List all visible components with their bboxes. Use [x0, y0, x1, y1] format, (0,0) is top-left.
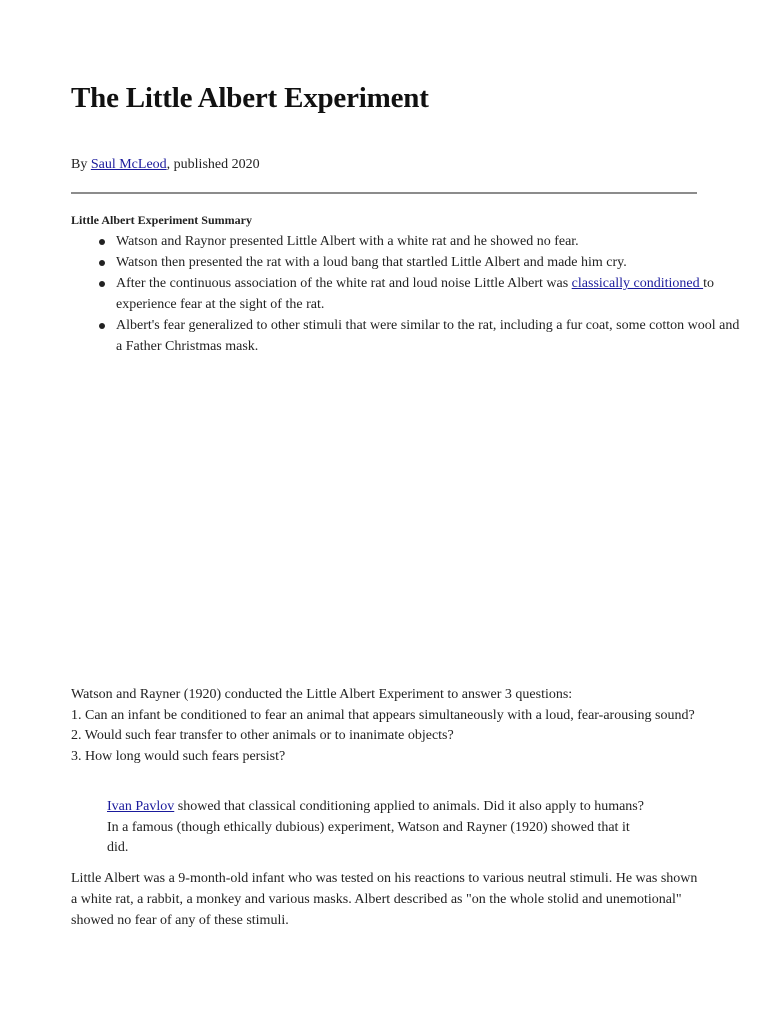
- question-item: 1. Can an infant be conditioned to fear an animal that appears simultaneously with a loud, fear-arousing sound?: [71, 707, 695, 723]
- summary-item-text: After the continuous association of the white rat and loud noise Little Albert was: [116, 276, 572, 291]
- horizontal-divider: [71, 192, 697, 194]
- summary-item-text: to experience fear at the sight of the rat.: [116, 276, 714, 312]
- summary-item: [116, 273, 746, 315]
- classical-conditioning-link[interactable]: classically conditioned: [571, 276, 704, 291]
- summary-item: [116, 315, 746, 357]
- question-item: 2. Would such fear transfer to other animals or to inanimate objects?: [71, 728, 454, 743]
- body-paragraph: Little Albert was a 9-month-old infant who was tested on his reactions to various neutral stimuli. He was shown a white rat, a rabbit, a monkey and various masks. Albert described as "on the whole stolid and unemotional" showed no fear of any of these stimuli.: [71, 871, 698, 928]
- blockquote-text: showed that classical conditioning applied to animals. Did it also apply to humans? In a famous (though ethically dubious) experiment, Watson and Rayner (1920) showed that it did.: [107, 799, 644, 855]
- summary-list: [71, 231, 746, 357]
- summary-item-text: Watson and Raynor presented Little Albert with a white rat and he showed no fear.: [116, 234, 579, 249]
- intro-lead: Watson and Rayner (1920) conducted the Little Albert Experiment to answer 3 questions:: [71, 687, 573, 702]
- question-item: 3. How long would such fears persist?: [71, 748, 286, 764]
- article-title: The Little Albert Experiment: [71, 82, 429, 114]
- author-link[interactable]: Saul McLeod: [90, 157, 167, 172]
- ivan-pavlov-link[interactable]: Ivan Pavlov: [107, 799, 175, 814]
- summary-item-text: Albert's fear generalized to other stimuli that were similar to the rat, including a fur coat, some cotton wool and a Father Christmas mask.: [116, 318, 740, 354]
- summary-item: [116, 231, 746, 252]
- summary-item-text: Watson then presented the rat with a loud bang that startled Little Albert and made him cry.: [116, 255, 627, 270]
- blockquote: [107, 797, 647, 859]
- byline-prefix: By: [71, 157, 91, 172]
- byline-suffix: , published 2020: [166, 157, 260, 172]
- summary-item: [116, 252, 746, 273]
- summary-heading: Little Albert Experiment Summary: [71, 213, 252, 227]
- intro-block: [71, 685, 703, 767]
- byline: [71, 155, 260, 175]
